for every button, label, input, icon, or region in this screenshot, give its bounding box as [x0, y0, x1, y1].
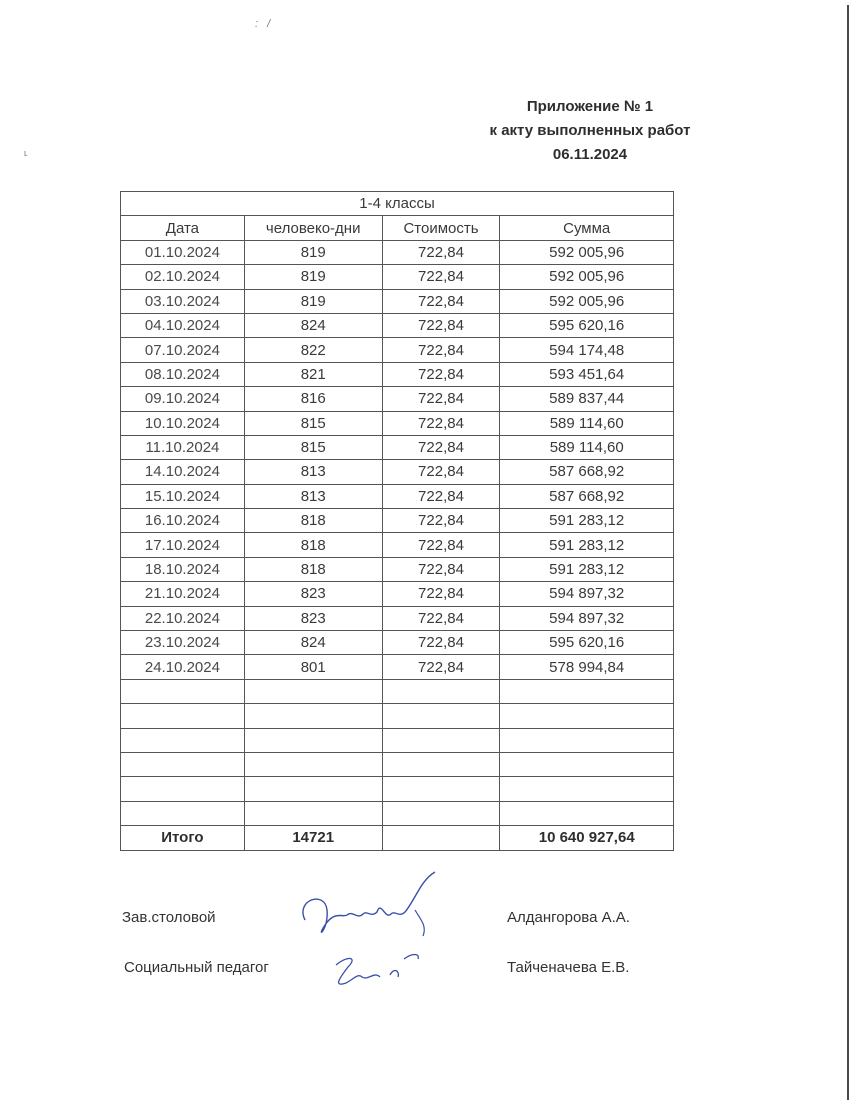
- scan-page-edge: [847, 5, 849, 1100]
- cell-person-days: 801: [244, 655, 382, 679]
- cell-person-days: 824: [244, 631, 382, 655]
- cell-cost: 722,84: [382, 411, 500, 435]
- cell-cost: 722,84: [382, 313, 500, 337]
- table-row: [121, 777, 674, 801]
- cell-person-days: 818: [244, 557, 382, 581]
- table-row: [121, 631, 674, 655]
- cell-sum: [500, 777, 674, 801]
- cell-person-days: 813: [244, 484, 382, 508]
- table-row: [121, 557, 674, 581]
- cell-cost: 722,84: [382, 435, 500, 459]
- cell-date: 11.10.2024: [121, 435, 245, 459]
- cell-cost: 722,84: [382, 240, 500, 264]
- cell-person-days: 815: [244, 435, 382, 459]
- column-header-cost: Стоимость: [382, 216, 500, 240]
- table-row: [121, 265, 674, 289]
- table-row: [121, 606, 674, 630]
- signatory-role: Зав.столовой: [122, 909, 216, 926]
- cell-cost: 722,84: [382, 460, 500, 484]
- cell-sum: 589 114,60: [500, 435, 674, 459]
- cell-person-days: 822: [244, 338, 382, 362]
- cell-sum: [500, 679, 674, 703]
- cell-cost: 722,84: [382, 289, 500, 313]
- table-row: [121, 460, 674, 484]
- cell-person-days: 819: [244, 265, 382, 289]
- cell-person-days: 816: [244, 387, 382, 411]
- appendix-title: Приложение № 1: [526, 98, 654, 115]
- cell-cost: 722,84: [382, 484, 500, 508]
- cell-date: 14.10.2024: [121, 460, 245, 484]
- group-title: 1-4 классы: [121, 192, 674, 216]
- cell-person-days: 815: [244, 411, 382, 435]
- table-row: [121, 484, 674, 508]
- table-row: [121, 533, 674, 557]
- cell-date: 04.10.2024: [121, 313, 245, 337]
- cell-sum: 594 897,32: [500, 582, 674, 606]
- total-person-days: 14721: [244, 826, 382, 850]
- cell-sum: 595 620,16: [500, 313, 674, 337]
- cell-date: 03.10.2024: [121, 289, 245, 313]
- cell-cost: [382, 704, 500, 728]
- cell-cost: 722,84: [382, 265, 500, 289]
- cell-date: 22.10.2024: [121, 606, 245, 630]
- cell-cost: 722,84: [382, 606, 500, 630]
- table-row: [121, 801, 674, 825]
- total-sum: 10 640 927,64: [500, 826, 674, 850]
- cell-person-days: 823: [244, 606, 382, 630]
- cell-sum: 591 283,12: [500, 557, 674, 581]
- cell-cost: 722,84: [382, 655, 500, 679]
- table-body: [121, 240, 674, 825]
- cell-cost: [382, 801, 500, 825]
- table-row: [121, 582, 674, 606]
- cell-date: 10.10.2024: [121, 411, 245, 435]
- table-row: [121, 240, 674, 264]
- cell-sum: 591 283,12: [500, 533, 674, 557]
- table-row: [121, 362, 674, 386]
- table-row: [121, 387, 674, 411]
- column-header-person-days: человеко-дни: [244, 216, 382, 240]
- cell-date: [121, 752, 245, 776]
- table-row: [121, 509, 674, 533]
- cell-date: [121, 704, 245, 728]
- handwritten-signature-icon: [295, 870, 445, 955]
- cell-person-days: [244, 777, 382, 801]
- table-row: [121, 655, 674, 679]
- column-header-row: [121, 216, 674, 240]
- cell-person-days: 818: [244, 533, 382, 557]
- cell-cost: 722,84: [382, 557, 500, 581]
- cell-person-days: 819: [244, 289, 382, 313]
- cell-cost: 722,84: [382, 509, 500, 533]
- cell-sum: 589 114,60: [500, 411, 674, 435]
- table-row: [121, 728, 674, 752]
- scan-artifact: : /: [255, 18, 274, 30]
- cell-date: 24.10.2024: [121, 655, 245, 679]
- cell-date: 08.10.2024: [121, 362, 245, 386]
- total-cost: [382, 826, 500, 850]
- document-date: 06.11.2024: [552, 146, 628, 163]
- cell-cost: 722,84: [382, 387, 500, 411]
- cell-cost: 722,84: [382, 338, 500, 362]
- cell-date: 18.10.2024: [121, 557, 245, 581]
- cell-date: 23.10.2024: [121, 631, 245, 655]
- cell-date: 09.10.2024: [121, 387, 245, 411]
- cell-date: [121, 801, 245, 825]
- cell-sum: 592 005,96: [500, 289, 674, 313]
- table-row: [121, 704, 674, 728]
- cell-sum: [500, 801, 674, 825]
- cell-sum: [500, 752, 674, 776]
- cell-cost: [382, 728, 500, 752]
- signatory-role: Социальный педагог: [124, 959, 269, 976]
- cell-person-days: 819: [244, 240, 382, 264]
- cell-person-days: [244, 704, 382, 728]
- cell-person-days: [244, 728, 382, 752]
- cell-cost: [382, 752, 500, 776]
- cell-person-days: [244, 801, 382, 825]
- cell-person-days: 823: [244, 582, 382, 606]
- cell-sum: 592 005,96: [500, 240, 674, 264]
- cell-date: [121, 777, 245, 801]
- cell-person-days: 813: [244, 460, 382, 484]
- cell-person-days: 824: [244, 313, 382, 337]
- signatory-name: Тайченачева Е.В.: [507, 959, 630, 976]
- document-heading: [460, 95, 720, 167]
- scan-artifact: ʟ: [24, 148, 28, 158]
- handwritten-signature-icon: [328, 945, 428, 1000]
- meals-report-table: [120, 191, 674, 851]
- cell-sum: [500, 728, 674, 752]
- cell-sum: 578 994,84: [500, 655, 674, 679]
- cell-date: [121, 728, 245, 752]
- cell-date: 07.10.2024: [121, 338, 245, 362]
- cell-cost: [382, 777, 500, 801]
- cell-cost: 722,84: [382, 631, 500, 655]
- signatory-name: Алдангорова А.А.: [507, 909, 630, 926]
- cell-person-days: [244, 679, 382, 703]
- cell-date: 17.10.2024: [121, 533, 245, 557]
- cell-sum: 587 668,92: [500, 460, 674, 484]
- table-row: [121, 435, 674, 459]
- table-row: [121, 411, 674, 435]
- cell-sum: 587 668,92: [500, 484, 674, 508]
- column-header-date: Дата: [121, 216, 245, 240]
- cell-date: 21.10.2024: [121, 582, 245, 606]
- total-label: Итого: [121, 826, 245, 850]
- table-row: [121, 289, 674, 313]
- cell-sum: 594 174,48: [500, 338, 674, 362]
- cell-cost: 722,84: [382, 362, 500, 386]
- cell-sum: 592 005,96: [500, 265, 674, 289]
- cell-sum: 595 620,16: [500, 631, 674, 655]
- cell-date: 15.10.2024: [121, 484, 245, 508]
- table-row: [121, 752, 674, 776]
- table-row: [121, 313, 674, 337]
- total-row: [121, 826, 674, 850]
- cell-sum: 589 837,44: [500, 387, 674, 411]
- table-row: [121, 338, 674, 362]
- cell-date: 16.10.2024: [121, 509, 245, 533]
- cell-person-days: 818: [244, 509, 382, 533]
- cell-sum: 591 283,12: [500, 509, 674, 533]
- act-reference: к акту выполненных работ: [489, 122, 691, 139]
- cell-sum: 593 451,64: [500, 362, 674, 386]
- cell-person-days: [244, 752, 382, 776]
- cell-cost: 722,84: [382, 582, 500, 606]
- cell-sum: [500, 704, 674, 728]
- cell-date: 01.10.2024: [121, 240, 245, 264]
- column-header-sum: Сумма: [500, 216, 674, 240]
- cell-cost: 722,84: [382, 533, 500, 557]
- cell-sum: 594 897,32: [500, 606, 674, 630]
- cell-date: 02.10.2024: [121, 265, 245, 289]
- table-row: [121, 679, 674, 703]
- cell-person-days: 821: [244, 362, 382, 386]
- cell-cost: [382, 679, 500, 703]
- cell-date: [121, 679, 245, 703]
